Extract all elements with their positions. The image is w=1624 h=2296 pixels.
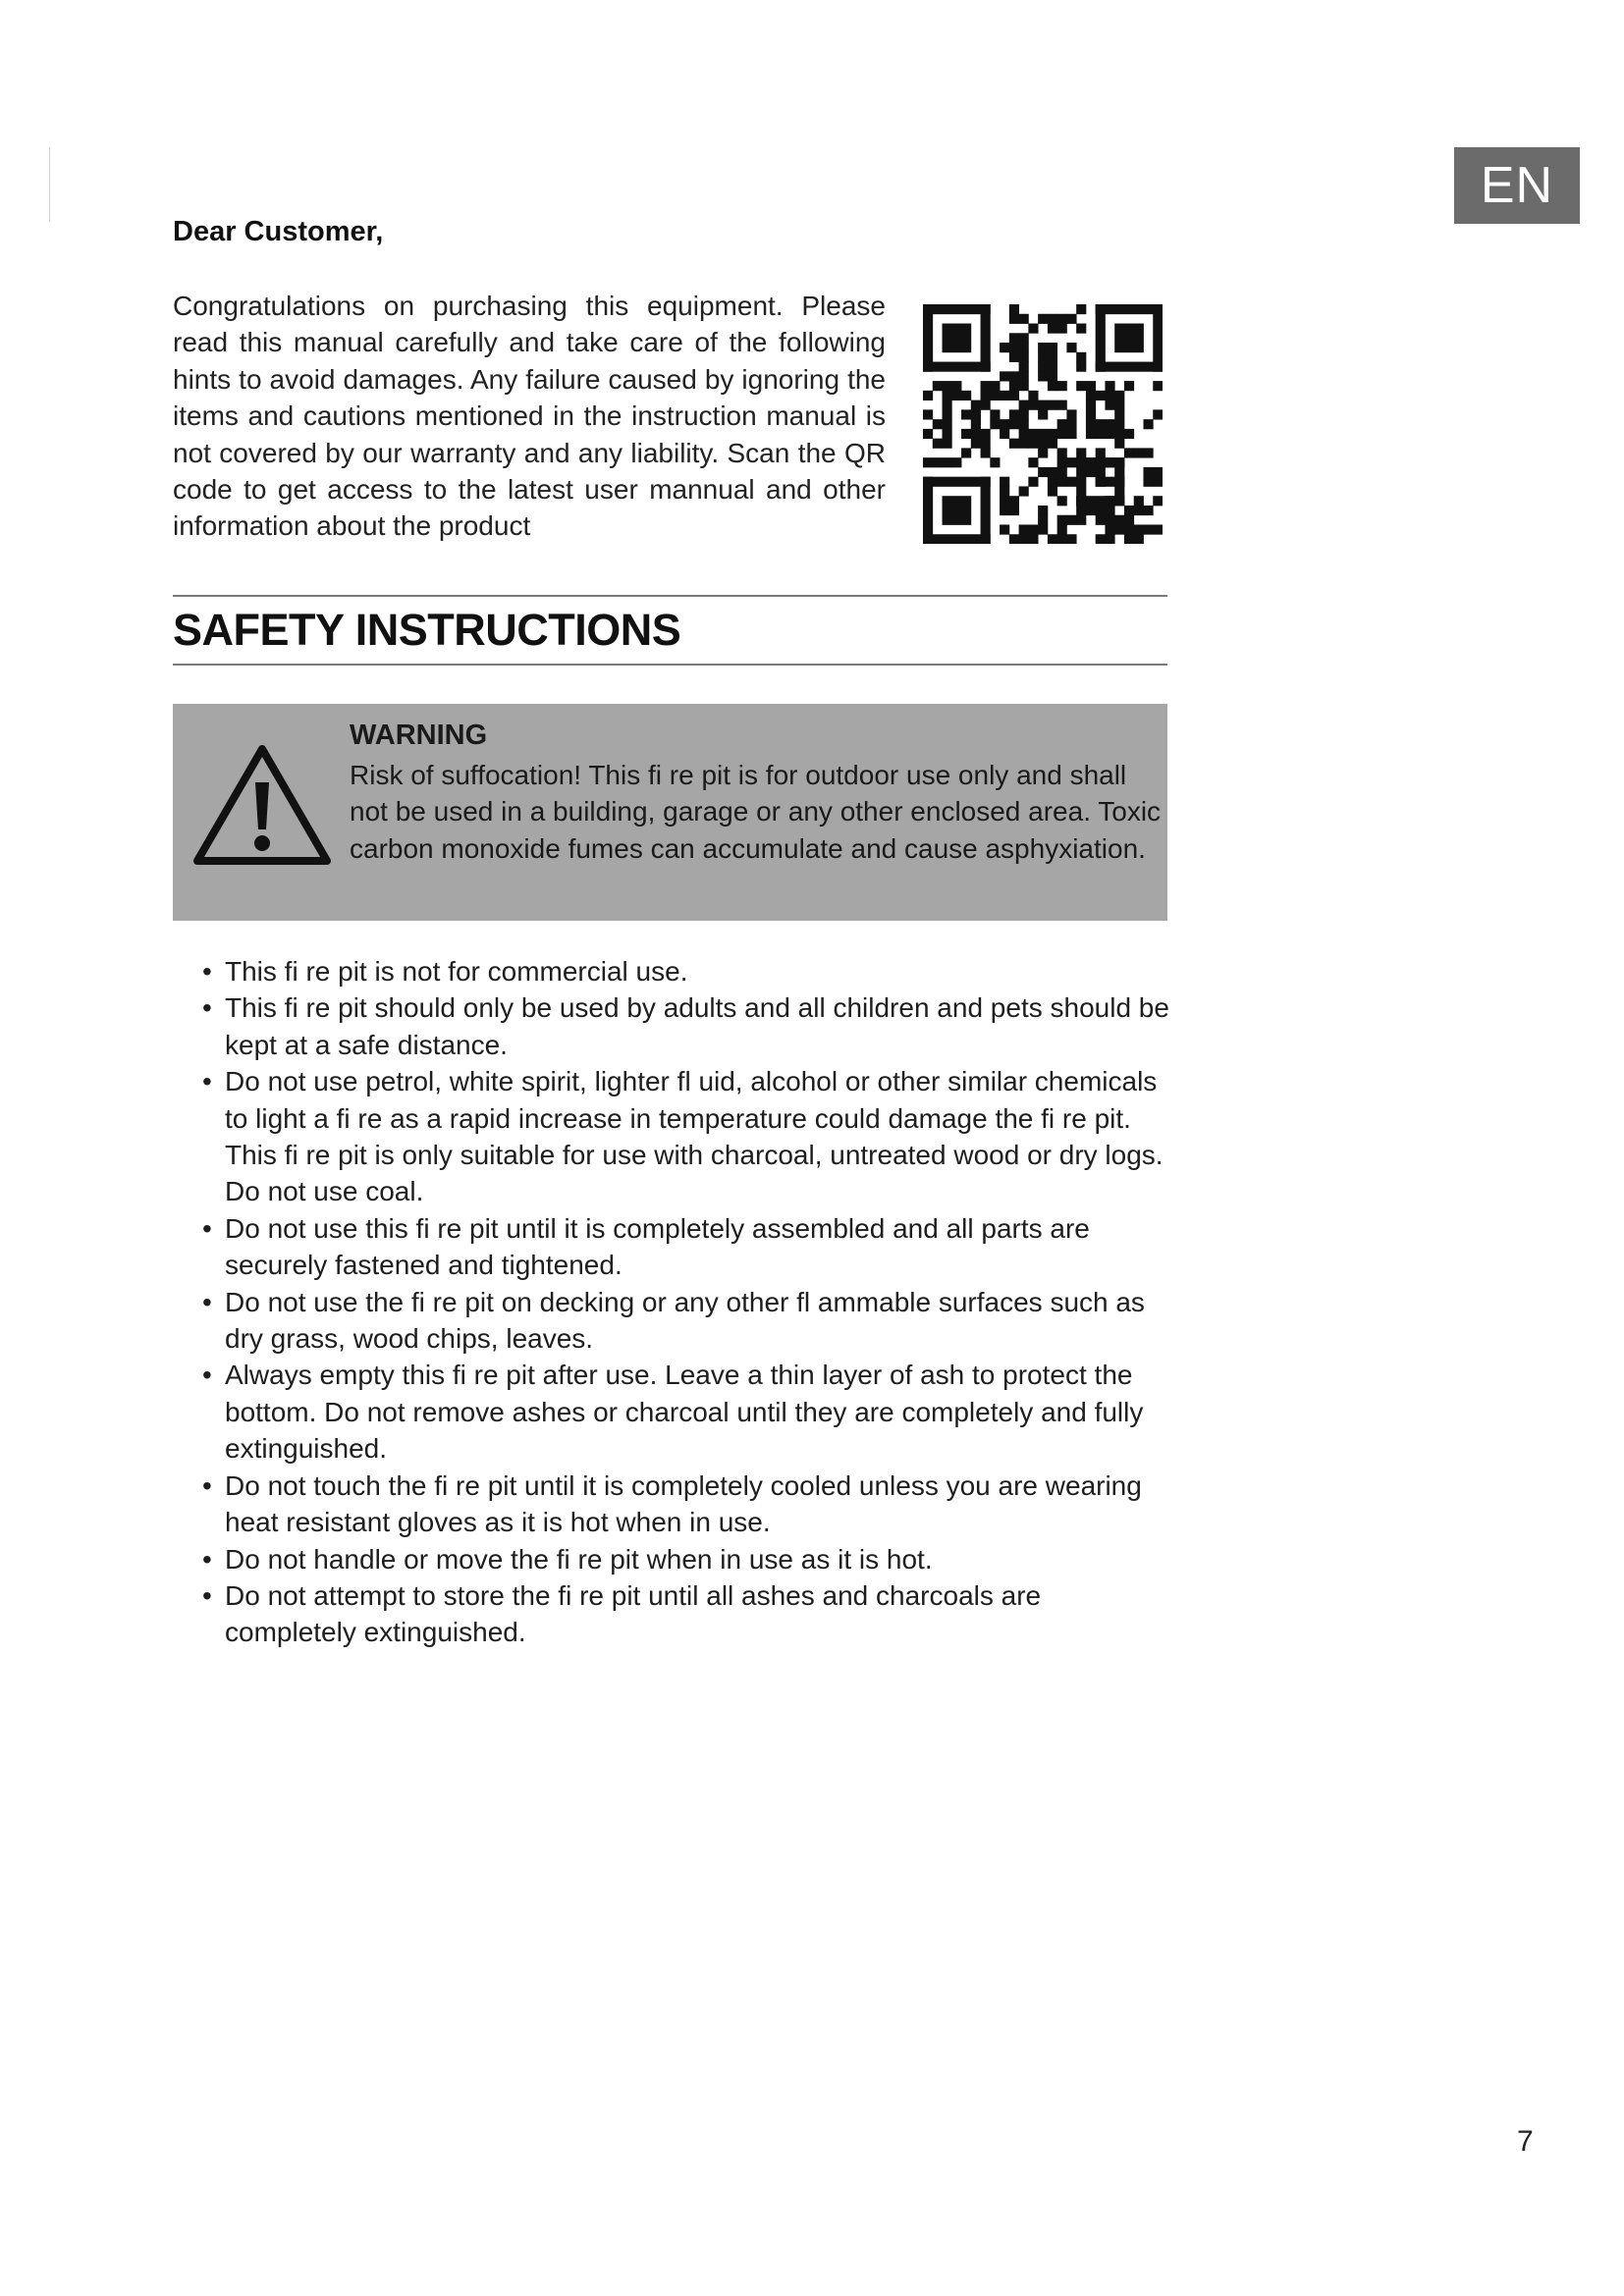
list-item-text: Do not touch the fi re pit until it is completely cooled unless you are wearing heat resistant gloves as it is hot when in use. <box>225 1469 1142 1538</box>
warning-text: Risk of suffocation! This fi re pit is for outdoor use only and shall not be used in a building, garage or any other enclosed area. Toxic carbon monoxide fumes can accumulate and cause asphyxiation. <box>350 760 1162 864</box>
list-item-text: This fi re pit should only be used by adults and all children and pets should be kept at a safe distance. <box>225 992 1169 1060</box>
list-item-text: Do not handle or move the fi re pit when in use as it is hot. <box>225 1543 933 1575</box>
bullet-icon: • <box>202 1212 212 1244</box>
page-number: 7 <box>1517 2125 1534 2158</box>
bullet-icon: • <box>202 1543 212 1575</box>
section-title: SAFETY INSTRUCTIONS <box>173 605 681 655</box>
bullet-icon: • <box>202 1469 212 1501</box>
list-item <box>173 1468 1174 1541</box>
bullet-icon: • <box>202 956 212 987</box>
list-item-text: Do not attempt to store the fi re pit until all ashes and charcoals are completely extinguished. <box>225 1579 1042 1648</box>
list-item <box>173 989 1174 1063</box>
list-item <box>173 1357 1174 1467</box>
qr-code-icon <box>923 304 1163 544</box>
section-rule-top <box>173 595 1167 597</box>
list-item <box>173 1541 1174 1577</box>
list-item-text: This fi re pit is not for commercial use. <box>225 956 688 987</box>
bullet-icon: • <box>202 1286 212 1317</box>
language-badge: EN <box>1454 147 1580 224</box>
list-item-text: Do not use this fi re pit until it is completely assembled and all parts are securely fastened and tightened. <box>225 1212 1090 1281</box>
bullet-icon: • <box>202 992 212 1024</box>
list-item <box>173 1063 1174 1210</box>
bullet-icon: • <box>202 1360 212 1391</box>
list-item-text: Always empty this fi re pit after use. Leave a thin layer of ash to protect the bottom. Do not remove ashes or charcoal until they are completely and fully extinguished. <box>225 1360 1144 1465</box>
list-item <box>173 1284 1174 1358</box>
warning-heading: WARNING <box>350 720 488 751</box>
list-item <box>173 1577 1174 1651</box>
bullet-icon: • <box>202 1579 212 1611</box>
list-item <box>173 1210 1174 1284</box>
list-item-text: Do not use petrol, white spirit, lighter fl uid, alcohol or other similar chemicals to light a fi re as a rapid increase in temperature could damage the fi re pit. This fi re pit is only suitable for use with charcoal, untreated wood or dry logs. Do not use coal. <box>225 1066 1164 1207</box>
section-rule-bottom <box>173 664 1167 666</box>
bullet-icon: • <box>202 1066 212 1097</box>
margin-line <box>49 147 50 222</box>
safety-list <box>173 953 1174 1651</box>
warning-triangle-icon <box>192 743 332 867</box>
warning-box <box>173 704 1167 921</box>
list-item-text: Do not use the fi re pit on decking or any other fl ammable surfaces such as dry grass, wood chips, leaves. <box>225 1286 1145 1355</box>
greeting: Dear Customer, <box>173 216 384 247</box>
intro-paragraph: Congratulations on purchasing this equipment. Please read this manual carefully and take care of the following hints to avoid damages. Any failure caused by ignoring the items and cautions mentioned in the instruction manual is not covered by our warranty and any liability. Scan the QR code to get access to the latest user mannual and other information about the product <box>173 291 886 542</box>
list-item <box>173 953 1174 989</box>
